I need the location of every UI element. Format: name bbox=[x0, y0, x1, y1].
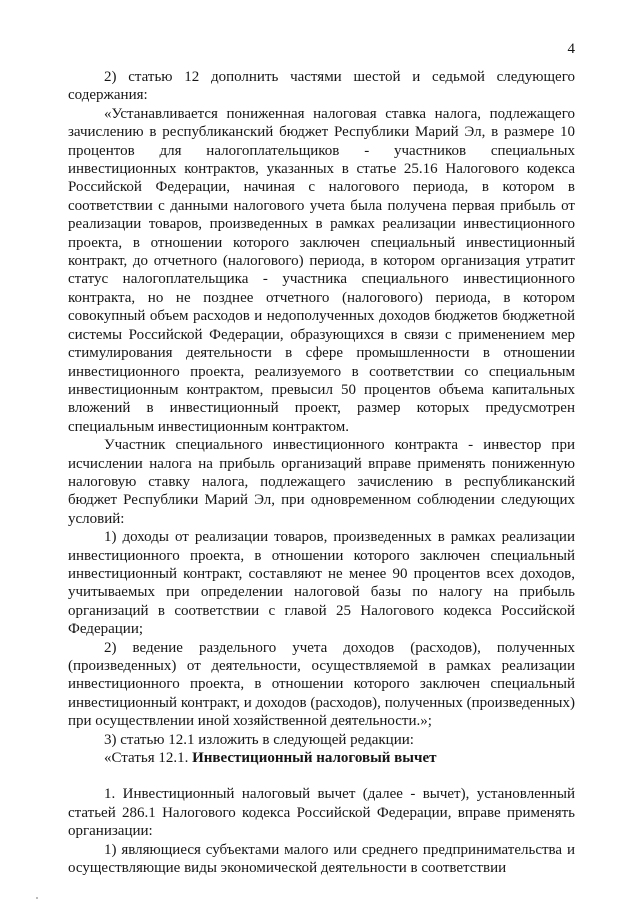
article-heading-title: Инвестиционный налоговый вычет bbox=[192, 750, 437, 767]
paragraph-reduced-rate: «Устанавливается пониженная налоговая ставка налога, подлежащего зачислению в республиканский бюджет Республики Марий Эл, в размере 10 процентов для налогоплательщиков - участников специальных инвестиционных контрактов, указанных в статье 25.16 Налогового кодекса Российской Федерации, начиная с налогового периода, в котором в соответствии с данными налогового учета была получена первая прибыль от реализации товаров, произведенных в рамках реализации инвестиционного проекта, в отношении которого заключен специальный инвестиционный контракт, до отчетного (налогового) периода, в котором организация утратит статус налогоплательщика - участника специального инвестиционного контракта, но не позднее отчетного (налогового) периода, в котором совокупный объем расходов и недополученных доходов бюджетов бюджетной системы Российской Федерации, образующихся в связи с применением мер стимулирования деятельности в сфере промышленности в отношении инвестиционного проекта, реализуемого в соответствии со специальным инвестиционным контрактом, превысил 50 процентов объема капитальных вложений в инвестиционный проект, размер которых предусмотрен специальным инвестиционным контрактом. bbox=[68, 105, 575, 435]
paragraph-deduction-1-1: 1) являющиеся субъектами малого или среднего предпринимательства и осуществляющие виды экономической деятельности в соответствии bbox=[68, 841, 575, 877]
paragraph-deduction-1: 1. Инвестиционный налоговый вычет (далее - вычет), установленный статьей 286.1 Налогового кодекса Российской Федерации, вправе применять организации: bbox=[68, 786, 575, 840]
paragraph-condition-2: 2) ведение раздельного учета доходов (расходов), полученных (произведенных) от деятельности, осуществляемой в рамках реализации инвестиционного проекта, в отношении которого заключен специальный инвестиционный контракт, и доходов (расходов), полученных (произведенных) при осуществлении иной хозяйственной деятельности.»; bbox=[68, 639, 575, 730]
article-heading bbox=[68, 749, 575, 767]
document-body bbox=[68, 68, 575, 877]
paragraph-amendment-2: 2) статью 12 дополнить частями шестой и седьмой следующего содержания: bbox=[68, 69, 575, 104]
scan-artifact bbox=[36, 897, 38, 899]
paragraph-condition-1: 1) доходы от реализации товаров, произведенных в рамках реализации инвестиционного проекта, в отношении которого заключен специальный инвестиционный контракт, составляют не менее 90 процентов всех доходов, учитываемых при определении налоговой базы по налогу на прибыль организаций в соответствии с главой 25 Налогового кодекса Российской Федерации; bbox=[68, 529, 575, 638]
paragraph-amendment-3: 3) статью 12.1 изложить в следующей редакции: bbox=[104, 731, 414, 748]
paragraph-investor-conditions: Участник специального инвестиционного контракта - инвестор при исчислении налога на прибыль организаций вправе применять пониженную налоговую ставку налога, подлежащего зачислению в республиканский бюджет Республики Марий Эл, при одновременном соблюдении следующих условий: bbox=[68, 437, 575, 527]
article-heading-prefix: «Статья 12.1. bbox=[104, 750, 193, 767]
page-number: 4 bbox=[567, 41, 575, 57]
